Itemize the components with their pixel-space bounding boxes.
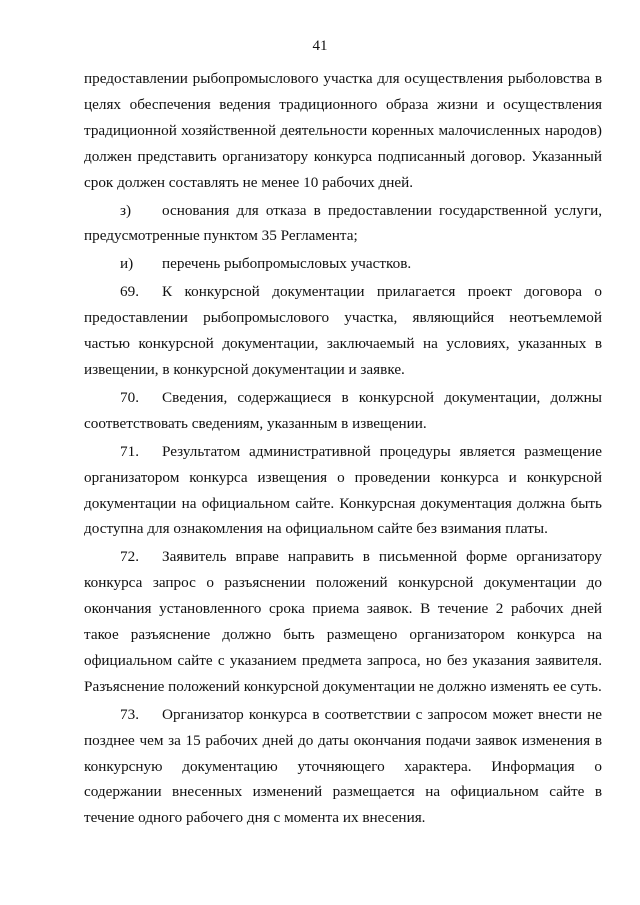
paragraph-text: Сведения, содержащиеся в конкурсной документации, должны соответствовать сведениям, указанным в извещении. — [84, 388, 602, 432]
paragraph-marker: 71. — [120, 442, 139, 460]
paragraph-73 — [84, 702, 602, 832]
paragraph-i — [84, 251, 602, 277]
paragraph-marker: 69. — [120, 283, 139, 301]
paragraph-text: предоставлении рыбопромыслового участка для осуществления рыболовства в целях обеспечения ведения традиционного образа жизни и осуществления традиционной хозяйственной деятельности коренных малочисленных народов) должен представить организатору конкурса подписанный договор. Указанный срок должен составлять не менее 10 рабочих дней. — [84, 70, 602, 191]
paragraph-text: основания для отказа в предоставлении государственной услуги, предусмотренные пунктом 35 Регламента; — [84, 201, 602, 245]
paragraph-marker: 70. — [120, 388, 139, 406]
paragraph-text: перечень рыбопромысловых участков. — [162, 255, 412, 273]
paragraph-text: Результатом административной процедуры является размещение организатором конкурса извещения о проведении конкурса и конкурсной документации на официальном сайте. Конкурсная документация должна быть доступна для ознакомления на официальном сайте без взимания платы. — [84, 442, 602, 538]
paragraph-70 — [84, 385, 602, 437]
paragraph-text: К конкурсной документации прилагается проект договора о предоставлении рыбопромыслового участка, являющийся неотъемлемой частью конкурсной документации, заключаемый на условиях, указанных в извещении, в конкурсной документации и заявке. — [84, 283, 602, 378]
paragraph-text: Организатор конкурса в соответствии с запросом может внести не позднее чем за 15 рабочих дней до даты окончания подачи заявок изменения в конкурсную документацию уточняющего характера. Информация о содержании внесенных изменений размещается на официальном сайте в течение одного рабочего дня с момента их внесения. — [84, 705, 602, 827]
page-number: 41 — [312, 38, 328, 54]
paragraph-71 — [84, 439, 602, 543]
paragraph-z — [84, 198, 602, 250]
paragraph-marker: 73. — [120, 705, 139, 723]
paragraph-marker: з) — [120, 201, 132, 219]
document-body — [84, 66, 602, 833]
paragraph-72 — [84, 544, 602, 699]
paragraph-marker: и) — [120, 255, 134, 273]
paragraph-text: Заявитель вправе направить в письменной форме организатору конкурса запрос о разъяснении положений конкурсной документации до окончания установленного срока приема заявок. В течение 2 рабочих дней такое разъяснение должно быть размещено организатором конкурса на официальном сайте с указанием предмета запроса, но без указания заявителя. Разъяснение положений конкурсной документации не должно изменять ее суть. — [84, 548, 602, 695]
paragraph-continuation — [84, 66, 602, 196]
paragraph-69 — [84, 279, 602, 383]
paragraph-marker: 72. — [120, 548, 139, 566]
